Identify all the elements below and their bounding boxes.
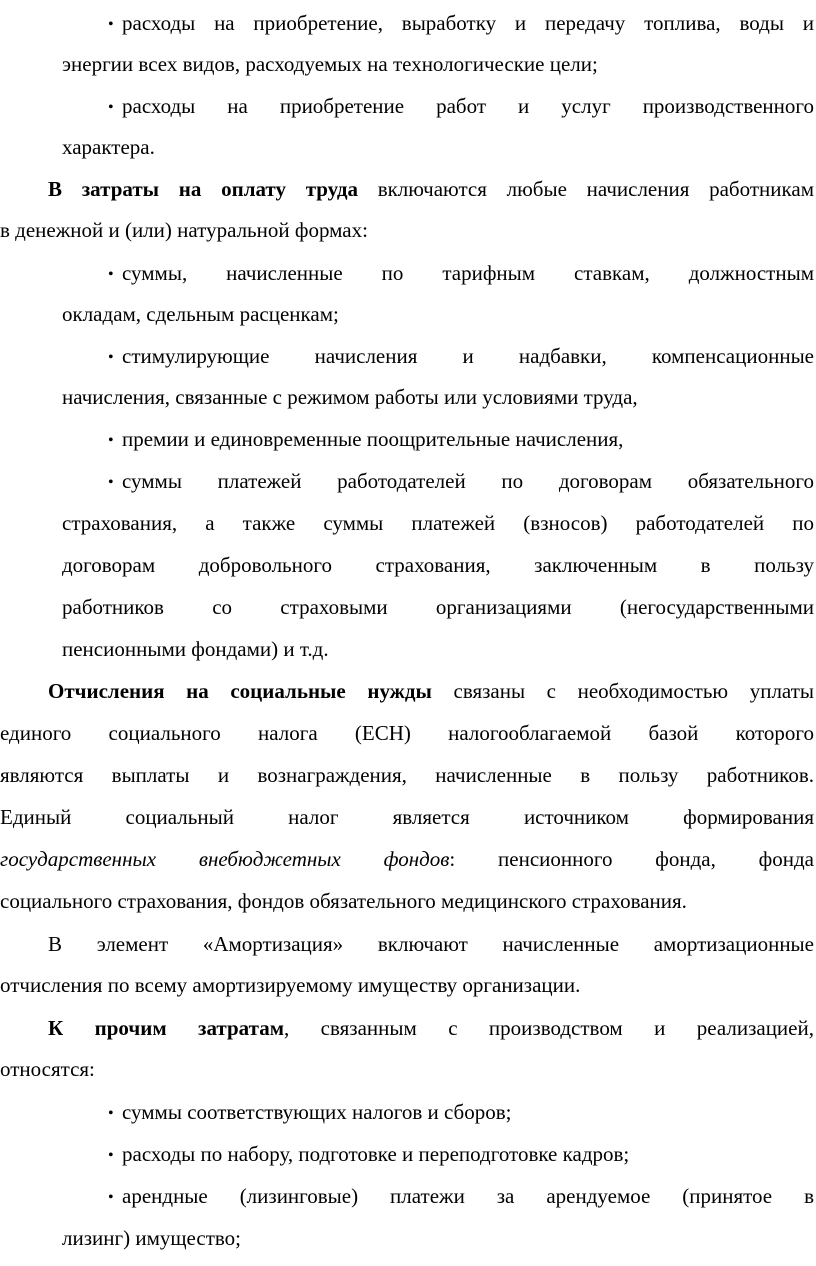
list-item-tariff-cont: окладам, сдельным расценкам; <box>62 302 339 326</box>
paragraph-social-needs-cont-5: социального страхования, фондов обязательного медицинского страхования. <box>0 889 687 913</box>
bullet-icon: • <box>108 16 114 33</box>
paragraph-social-needs: Отчисления на социальные нужды связаны с необходимостью уплаты <box>48 679 814 703</box>
bullet-icon: • <box>108 266 114 283</box>
paragraph-amortization-cont: отчисления по всему амортизируемому имуществу организации. <box>0 973 581 997</box>
list-item-insurance-cont-1: страхования, а также суммы платежей (взносов) работодателей по <box>62 511 814 535</box>
bullet-icon: • <box>108 1147 114 1164</box>
list-item-works-cont: характера. <box>62 135 155 159</box>
paragraph-social-needs-cont-2: являются выплаты и вознаграждения, начисленные в пользу работников. <box>0 763 814 787</box>
list-item-fuel: • расходы на приобретение, выработку и передачу топлива, воды и <box>108 8 814 38</box>
bullet-icon: • <box>108 99 114 116</box>
list-item-tariff: • суммы, начисленные по тарифным ставкам, должностным <box>108 258 814 288</box>
bullet-icon: • <box>108 1105 114 1122</box>
paragraph-social-needs-cont-1: единого социального налога (ЕСН) налогооблагаемой базой которого <box>0 721 814 745</box>
list-item-training: • расходы по набору, подготовке и переподготовке кадров; <box>108 1139 814 1169</box>
paragraph-labor-costs-cont: в денежной и (или) натуральной формах: <box>0 218 368 242</box>
paragraph-labor-costs: В затраты на оплату труда включаются любые начисления работникам <box>48 177 814 201</box>
list-item-insurance-cont-3: работников со страховыми организациями (негосударственными <box>62 595 814 619</box>
bullet-icon: • <box>108 432 114 449</box>
bullet-icon: • <box>108 474 114 491</box>
bullet-icon: • <box>108 349 114 366</box>
paragraph-amortization: В элемент «Амортизация» включают начисленные амортизационные <box>48 932 814 956</box>
list-item-insurance: • суммы платежей работодателей по договорам обязательного <box>108 466 814 496</box>
list-item-leasing: • арендные (лизинговые) платежи за арендуемое (принятое в <box>108 1181 814 1211</box>
paragraph-social-needs-cont-4: государственных внебюджетных фондов: пенсионного фонда, фонда <box>0 847 814 871</box>
list-item-insurance-cont-4: пенсионными фондами) и т.д. <box>62 637 329 661</box>
list-item-taxes: • суммы соответствующих налогов и сборов; <box>108 1097 814 1127</box>
list-item-bonuses: • премии и единовременные поощрительные начисления, <box>108 424 814 454</box>
paragraph-social-needs-cont-3: Единый социальный налог является источником формирования <box>0 805 814 829</box>
list-item-stimulating: • стимулирующие начисления и надбавки, компенсационные <box>108 341 814 371</box>
list-item-works: • расходы на приобретение работ и услуг производственного <box>108 91 814 121</box>
paragraph-other-costs-cont: относятся: <box>0 1057 95 1081</box>
list-item-insurance-cont-2: договорам добровольного страхования, заключенным в пользу <box>62 553 814 577</box>
paragraph-other-costs: К прочим затратам, связанным с производством и реализацией, <box>48 1016 814 1040</box>
list-item-stimulating-cont: начисления, связанные с режимом работы или условиями труда, <box>62 385 638 409</box>
list-item-leasing-cont: лизинг) имущество; <box>62 1226 241 1250</box>
list-item-fuel-cont: энергии всех видов, расходуемых на технологические цели; <box>62 52 598 76</box>
bullet-icon: • <box>108 1189 114 1206</box>
